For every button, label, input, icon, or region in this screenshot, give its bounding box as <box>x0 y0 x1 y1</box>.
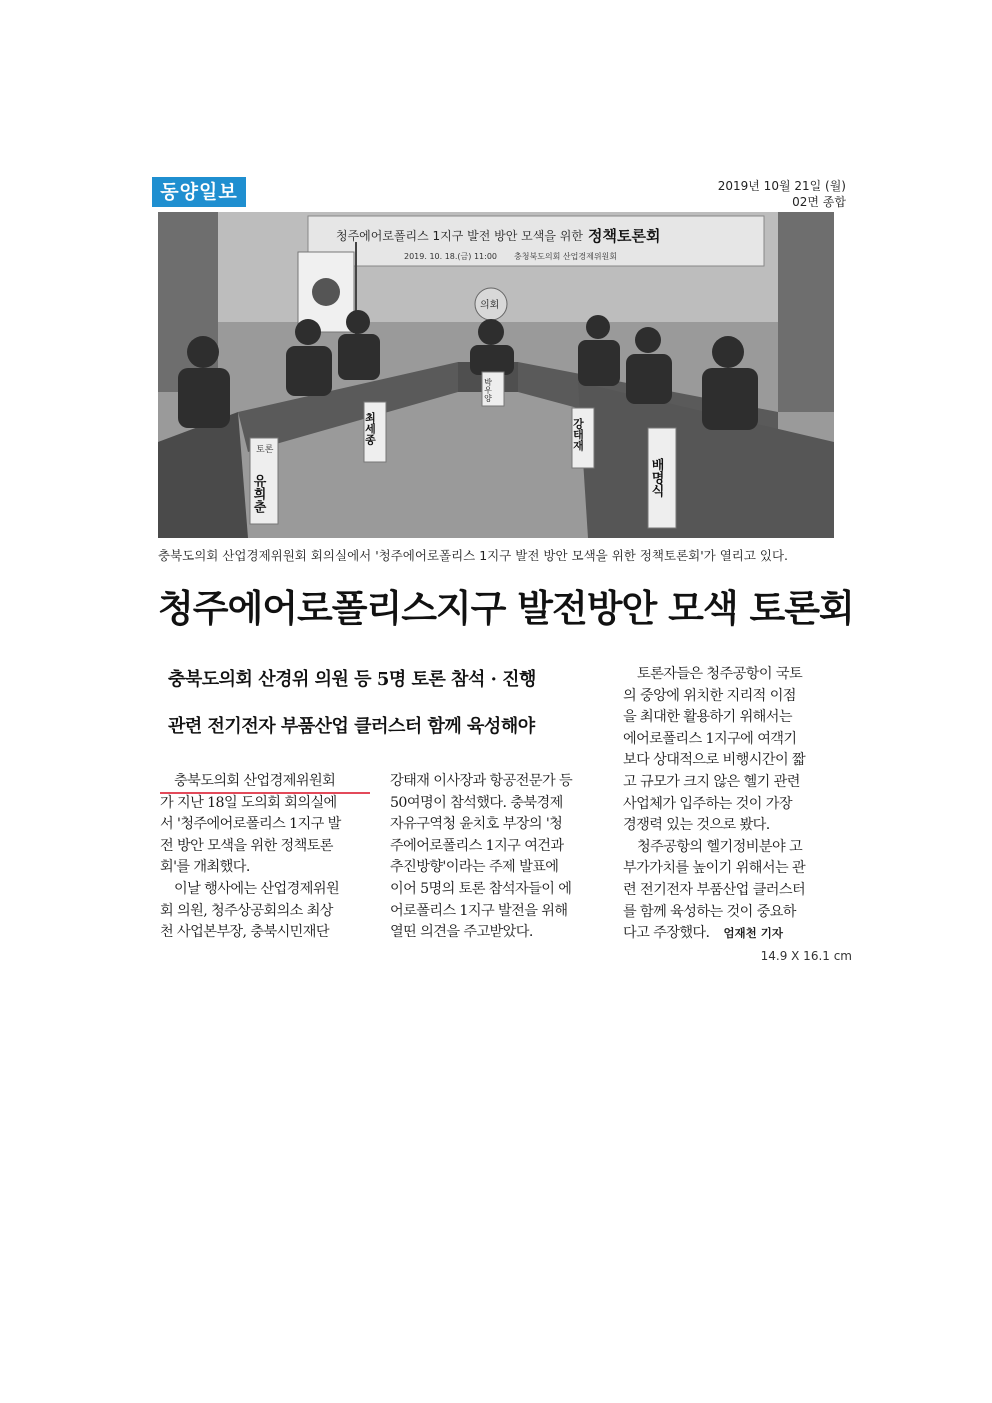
body-line: 주에어로폴리스 1지구 여건과 <box>390 837 564 854</box>
body-line: 자유구역청 윤치호 부장의 '청 <box>390 816 563 833</box>
headline: 청주에어로폴리스지구 발전방안 모색 토론회 <box>158 587 854 630</box>
banner-emph: 정책토론회 <box>588 227 661 245</box>
body-line: 강태재 이사장과 항공전문가 등 <box>390 773 573 789</box>
body-line: 토론자들은 청주공항이 국토 <box>637 666 803 682</box>
nameplate-2: 최세종 <box>363 412 377 445</box>
subheadline-1: 충북도의회 산경위 의원 등 5명 토론 참석 · 진행 <box>168 669 536 690</box>
body-line: 에어로폴리스 1지구에 여객기 <box>623 730 797 747</box>
body-line: 의 중앙에 위치한 지리적 이점 <box>623 687 796 704</box>
body-line: 사업체가 입주하는 것이 가장 <box>623 795 792 812</box>
banner-date: 2019. 10. 18.(금) 11:00 <box>404 252 498 261</box>
body-line: 충북도의회 산업경제위원회 <box>174 773 336 789</box>
body-line: 회'를 개최했다. <box>160 859 250 876</box>
body-line: 가 지난 18일 도의회 회의실에 <box>160 794 337 811</box>
banner-title: 청주에어로폴리스 1지구 발전 방안 모색을 위한 <box>336 229 583 243</box>
date-block <box>718 178 846 210</box>
photo-caption: 충북도의회 산업경제위원회 회의실에서 '청주에어로폴리스 1지구 발전 방안 모색을 위한 정책토론회'가 열리고 있다. <box>158 548 789 563</box>
body-line: 회 의원, 청주상공회의소 최상 <box>160 902 333 919</box>
body-line: 보다 상대적으로 비행시간이 짧 <box>623 752 806 769</box>
body-line-text: 다고 주장했다. <box>623 925 710 942</box>
page-section: 02면 종합 <box>792 195 846 209</box>
body-line: 를 함께 육성하는 것이 중요하 <box>623 903 796 920</box>
body-line: 부가가치를 높이기 위해서는 관 <box>623 860 806 877</box>
council-seal: 의회 <box>480 300 500 311</box>
body-line: 열띤 의견을 주고받았다. <box>390 924 533 941</box>
body-line-last <box>623 923 835 945</box>
issue-date: 2019년 10월 21일 (월) <box>717 179 846 193</box>
nameplate-1: 유희춘 <box>250 474 266 513</box>
body-line: 천 사업본부장, 충북시민재단 <box>160 924 329 941</box>
body-line: 어로폴리스 1지구 발전을 위해 <box>390 902 568 919</box>
body-line: 경쟁력 있는 것으로 봤다. <box>623 817 770 834</box>
news-photo <box>158 212 834 538</box>
nameplate-chair: 박우양 <box>483 378 493 402</box>
body-line: 전 방안 모색을 위한 정책토론 <box>160 837 333 854</box>
role-label: 토론 <box>256 445 274 455</box>
body-line: 련 전기전자 부품산업 클러스터 <box>623 881 806 898</box>
body-line: 을 최대한 활용하기 위해서는 <box>623 709 792 726</box>
newspaper-logo: 동양일보 <box>152 177 246 207</box>
nameplate-3: 배명식 <box>648 458 664 497</box>
clip-size: 14.9 X 16.1 cm <box>760 949 852 963</box>
body-line: 추진방향'이라는 주제 발표에 <box>390 859 559 876</box>
body-line: 이어 5명의 토론 참석자들이 에 <box>390 880 572 897</box>
body-column-2 <box>390 771 600 944</box>
body-column-1 <box>160 771 370 944</box>
body-column-3 <box>623 664 835 945</box>
banner-host: 충청북도의회 산업경제위원회 <box>514 252 618 261</box>
body-line: 고 규모가 크지 않은 헬기 관련 <box>623 773 800 790</box>
byline: 엄재천 기자 <box>723 926 784 941</box>
subheadline-2: 관련 전기전자 부품산업 클러스터 함께 육성해야 <box>168 716 535 737</box>
body-line: 서 '청주에어로폴리스 1지구 발 <box>160 816 341 833</box>
body-line: 이날 행사에는 산업경제위원 <box>174 880 340 897</box>
body-line: 50여명이 참석했다. 충북경제 <box>390 794 563 811</box>
nameplate-4: 강태재 <box>571 418 585 451</box>
body-line: 청주공항의 헬기정비분야 고 <box>637 838 803 855</box>
